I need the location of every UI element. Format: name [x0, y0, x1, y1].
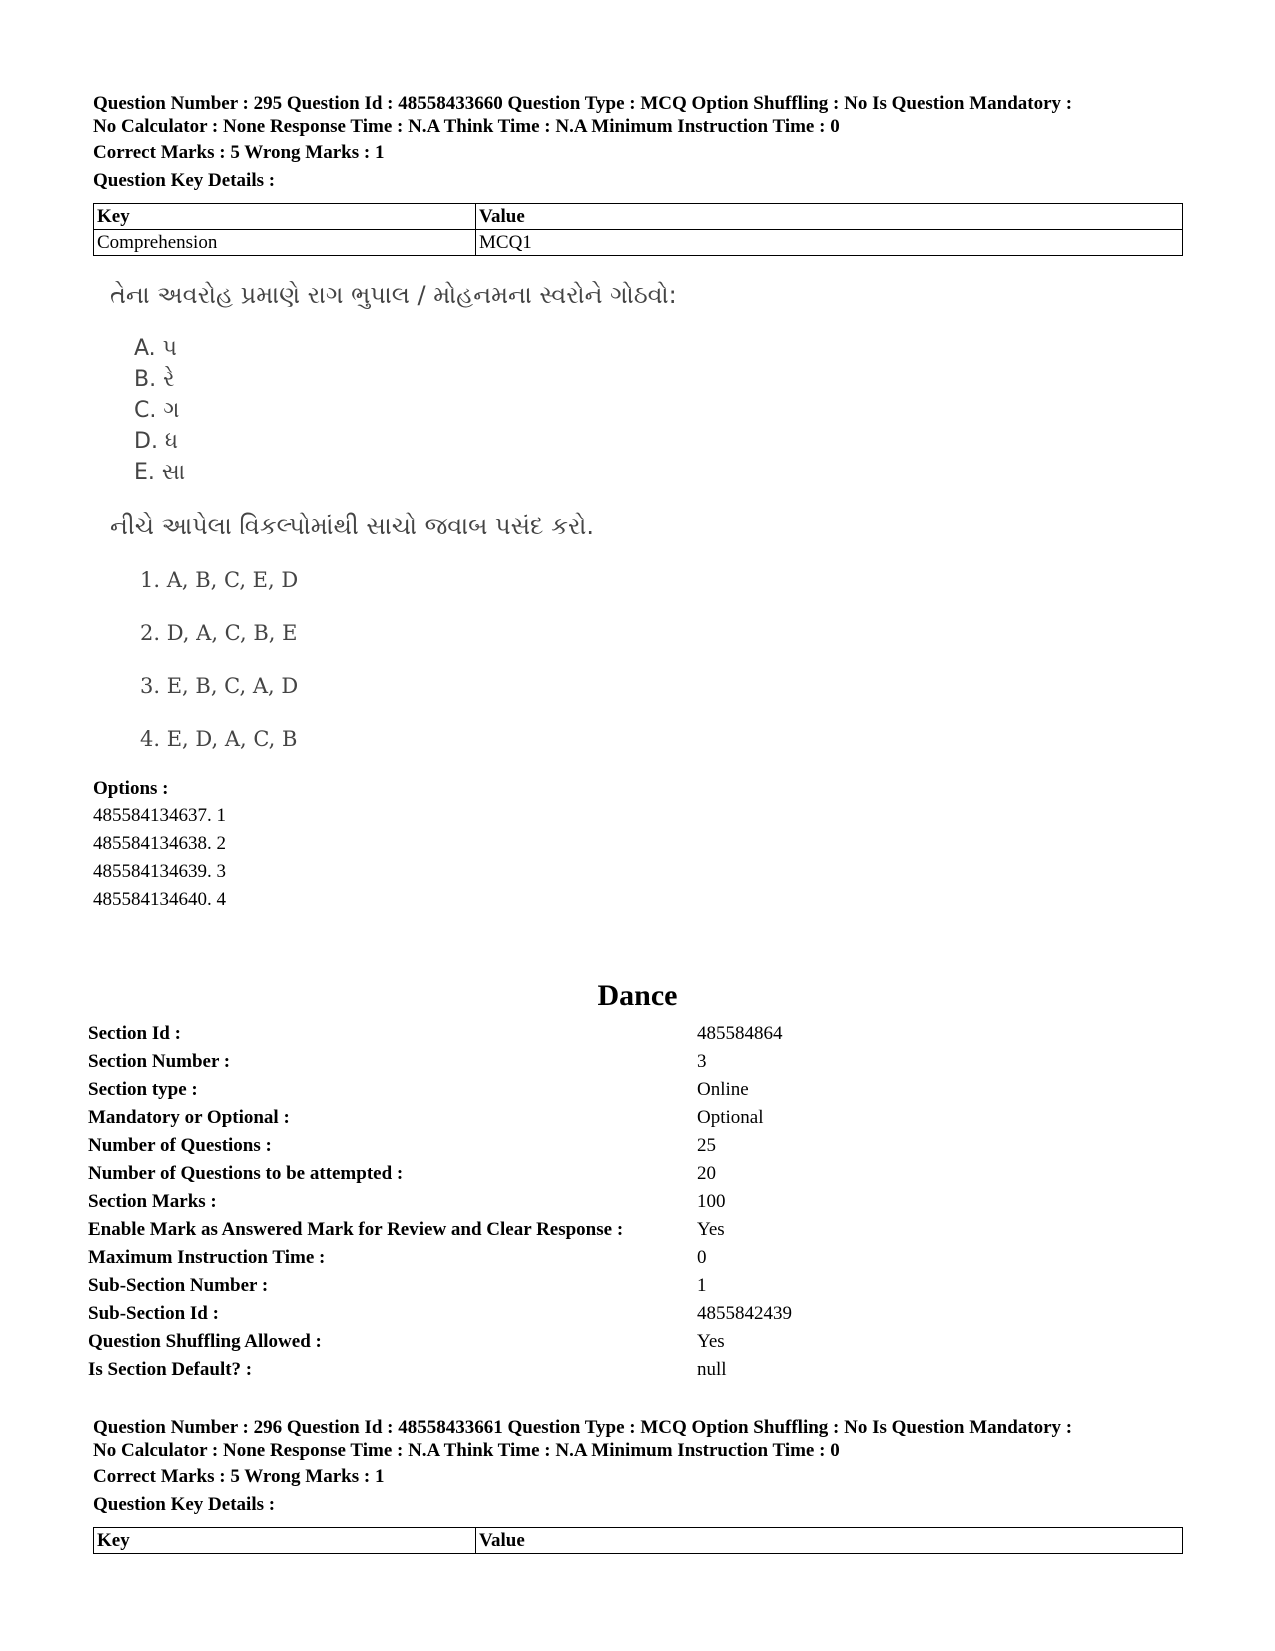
options-label: Options : — [93, 778, 169, 799]
list-item: E. સા — [134, 460, 186, 485]
list-item: 485584134637. 1 — [93, 805, 226, 826]
list-item: 485584134639. 3 — [93, 861, 226, 882]
section-row-value: Yes — [697, 1331, 725, 1352]
list-item: 485584134638. 2 — [93, 833, 226, 854]
section-row-value: 3 — [697, 1051, 707, 1072]
section-row — [88, 1023, 1188, 1051]
section-row — [88, 1163, 1188, 1191]
section-row-label: Is Section Default? : — [88, 1359, 253, 1380]
section-row-label: Section Id : — [88, 1023, 181, 1044]
key-header: Key — [94, 204, 476, 230]
section-row-value: 25 — [697, 1135, 716, 1156]
section-row-value: 485584864 — [697, 1023, 783, 1044]
key-cell: Comprehension — [94, 230, 476, 256]
section-row-label: Section type : — [88, 1079, 198, 1100]
section-row-label: Sub-Section Id : — [88, 1303, 219, 1324]
q296-key-table — [93, 1527, 1183, 1554]
section-row-label: Number of Questions to be attempted : — [88, 1163, 404, 1184]
section-row-value: Online — [697, 1079, 749, 1100]
section-row-label: Mandatory or Optional : — [88, 1107, 290, 1128]
table-row — [94, 230, 1183, 256]
section-row-label: Number of Questions : — [88, 1135, 272, 1156]
section-row — [88, 1331, 1188, 1359]
list-item: A. પ — [134, 336, 177, 361]
value-cell: MCQ1 — [476, 230, 1183, 256]
section-row — [88, 1191, 1188, 1219]
instruction-text: નીચે આપેલા વિકલ્પોમાંથી સાચો જવાબ પસંદ કરો. — [110, 512, 595, 540]
item-list — [134, 336, 185, 491]
list-item: 485584134640. 4 — [93, 889, 226, 910]
q296-header-line1: Question Number : 296 Question Id : 48558433661 Question Type : MCQ Option Shuffling : No Is Question Mandatory : — [93, 1417, 1073, 1438]
section-row — [88, 1303, 1188, 1331]
section-row-value: Yes — [697, 1219, 725, 1240]
section-row — [88, 1219, 1188, 1247]
q295-header-line2: No Calculator : None Response Time : N.A Think Time : N.A Minimum Instruction Time : 0 — [93, 116, 840, 137]
section-row-value: 100 — [697, 1191, 726, 1212]
q295-marks: Correct Marks : 5 Wrong Marks : 1 — [93, 142, 385, 163]
section-row — [88, 1359, 1188, 1387]
list-item: 3. E, B, C, A, D — [140, 674, 299, 698]
q295-header — [93, 92, 1193, 138]
table-row — [94, 1528, 1183, 1554]
section-row — [88, 1079, 1188, 1107]
section-row-label: Question Shuffling Allowed : — [88, 1331, 322, 1352]
q295-header-line1: Question Number : 295 Question Id : 48558433660 Question Type : MCQ Option Shuffling : No Is Question Mandatory : — [93, 93, 1073, 114]
section-row — [88, 1051, 1188, 1079]
section-row — [88, 1275, 1188, 1303]
section-row-label: Section Marks : — [88, 1191, 217, 1212]
q296-header — [93, 1416, 1193, 1462]
value-header: Value — [476, 1528, 1183, 1554]
question-text: તેના અવરોહ પ્રમાણે રાગ ભુપાલ / મોહનમના સ્વરોને ગોઠવો: — [110, 281, 677, 309]
q296-header-line2: No Calculator : None Response Time : N.A Think Time : N.A Minimum Instruction Time : 0 — [93, 1440, 840, 1461]
section-row-label: Maximum Instruction Time : — [88, 1247, 326, 1268]
list-item: 2. D, A, C, B, E — [140, 621, 298, 645]
q296-key-details-label: Question Key Details : — [93, 1494, 276, 1515]
section-row-value: 0 — [697, 1247, 707, 1268]
key-header: Key — [94, 1528, 476, 1554]
list-item: D. ધ — [134, 429, 179, 454]
section-title: Dance — [597, 979, 678, 1012]
section-row — [88, 1107, 1188, 1135]
list-item: C. ગ — [134, 398, 180, 423]
section-row-value: Optional — [697, 1107, 764, 1128]
table-row — [94, 204, 1183, 230]
section-row — [88, 1247, 1188, 1275]
section-row-value: null — [697, 1359, 727, 1380]
q295-key-table — [93, 203, 1183, 256]
q296-marks: Correct Marks : 5 Wrong Marks : 1 — [93, 1466, 385, 1487]
options-list — [93, 805, 226, 917]
list-item: 1. A, B, C, E, D — [140, 568, 299, 592]
section-row-label: Enable Mark as Answered Mark for Review and Clear Response : — [88, 1219, 624, 1240]
section-row — [88, 1135, 1188, 1163]
section-row-value: 4855842439 — [697, 1303, 792, 1324]
section-row-value: 1 — [697, 1275, 707, 1296]
value-header: Value — [476, 204, 1183, 230]
list-item: 4. E, D, A, C, B — [140, 727, 298, 751]
choice-list — [140, 568, 298, 780]
section-row-label: Sub-Section Number : — [88, 1275, 269, 1296]
section-row-label: Section Number : — [88, 1051, 231, 1072]
list-item: B. રે — [134, 367, 175, 392]
q295-key-details-label: Question Key Details : — [93, 170, 276, 191]
section-row-value: 20 — [697, 1163, 716, 1184]
